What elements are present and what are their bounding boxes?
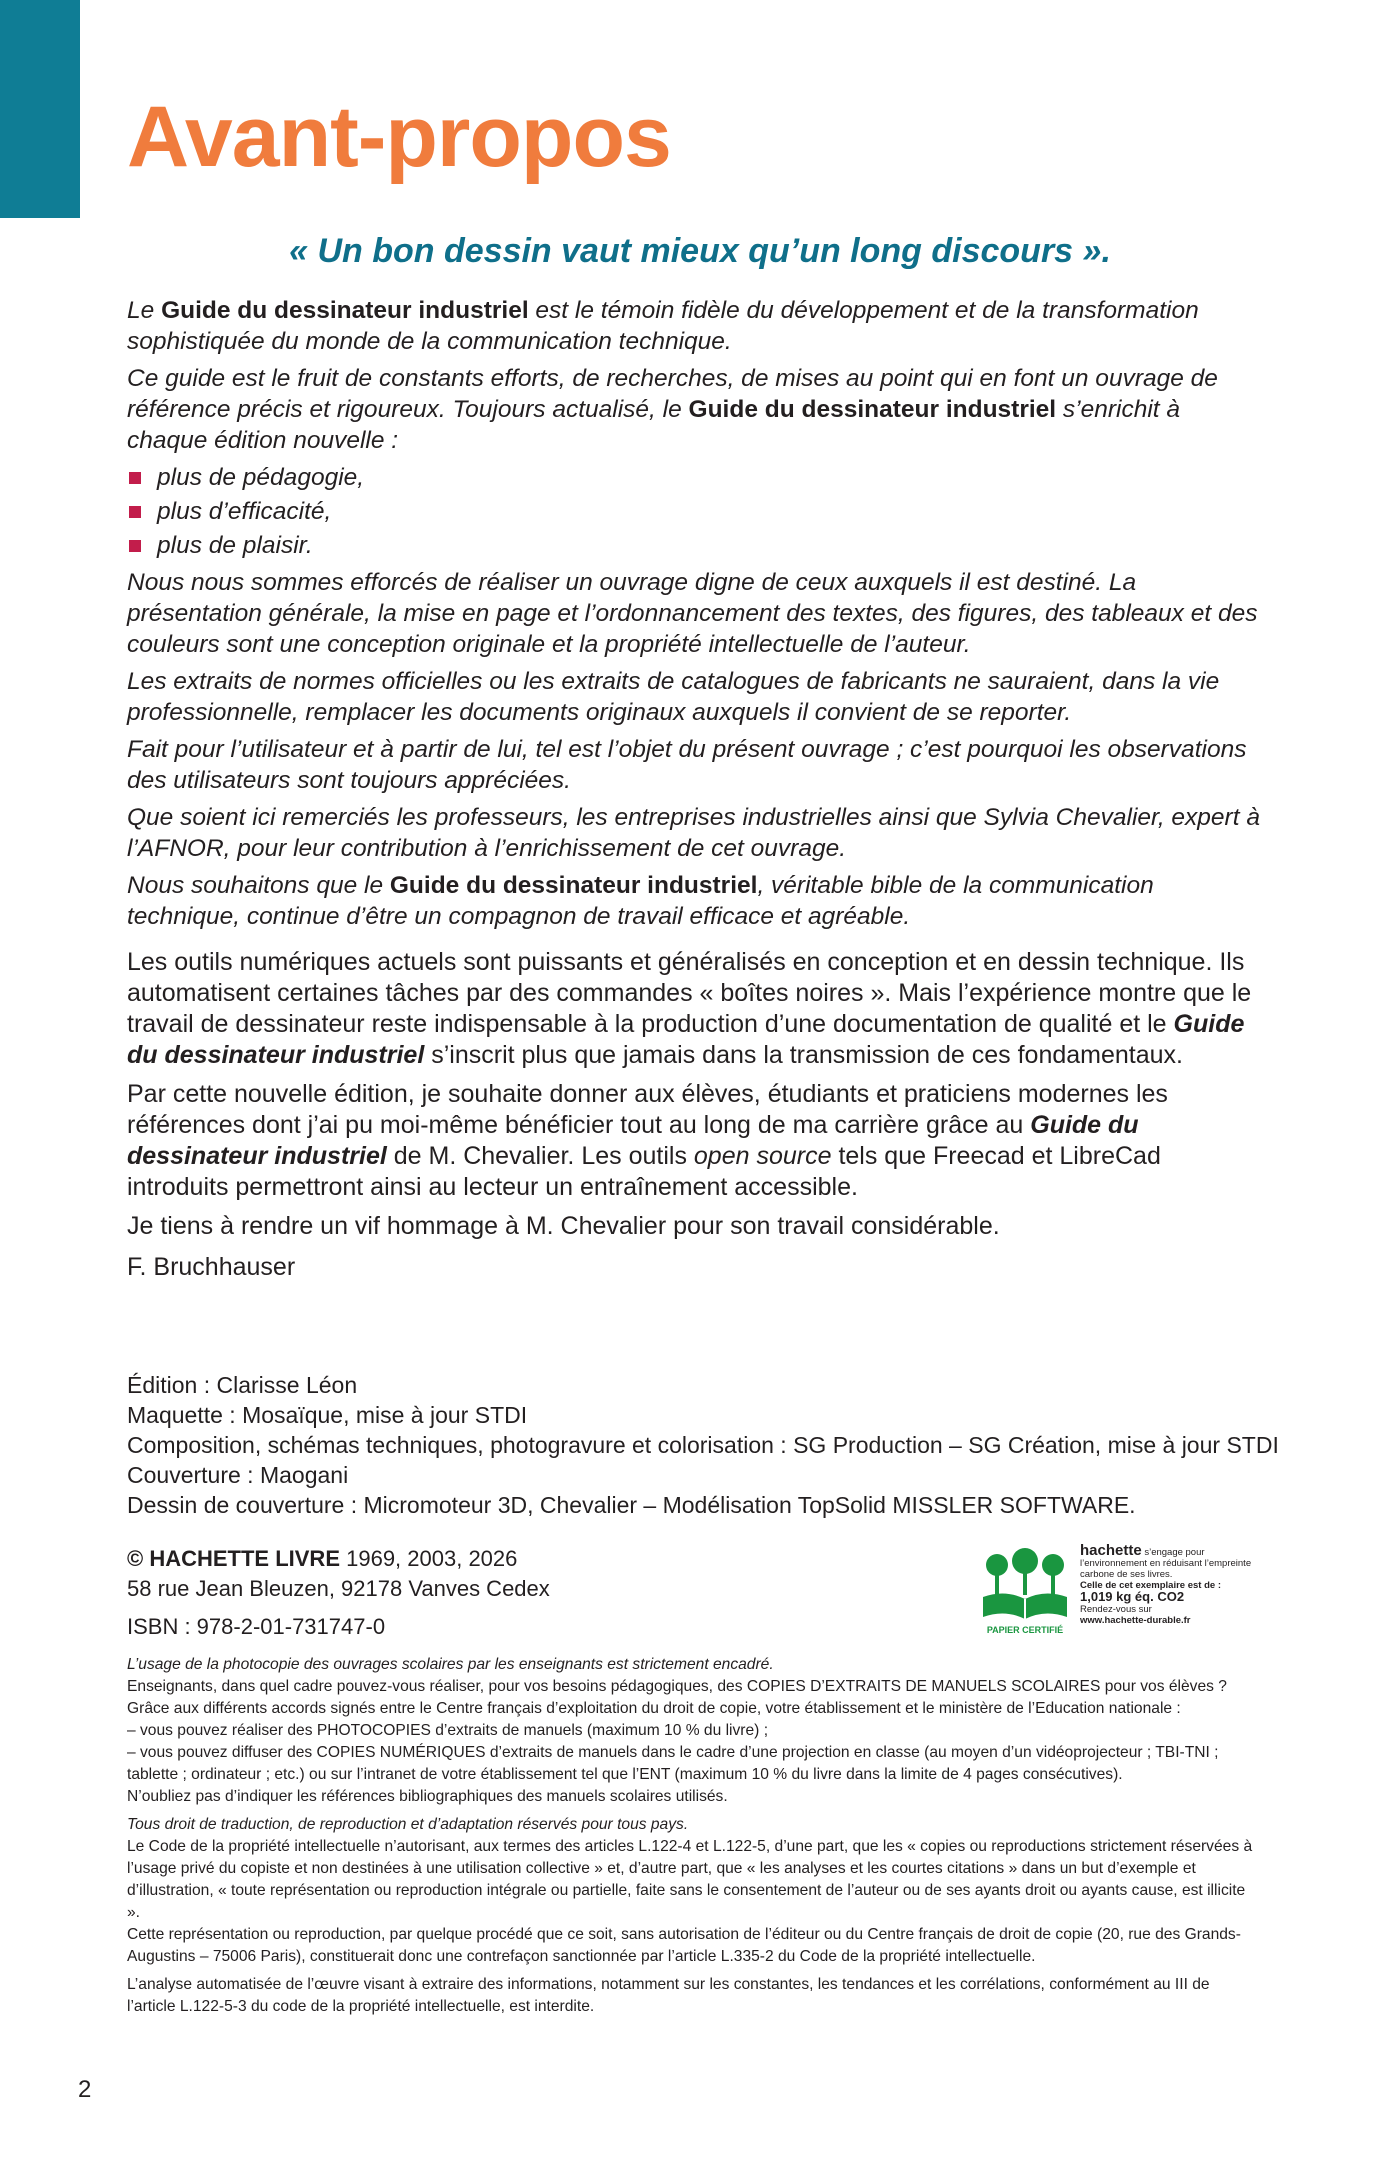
square-bullet-icon (129, 472, 141, 484)
legal-line: Le Code de la propriété intellectuelle n’autorisant, aux termes des articles L.122-4 et L.122-5, d’une part, que les « copies ou reproductions strictement réservées à l’usage privé du copiste et non destinées à une utilisation collective » et, d’autre part, que « les analyses et les courtes citations » dans un but d’exemple et d’illustration, « toute représentation ou reproduction intégrale ou partielle, faite sans le consentement de l’auteur ou de ses ayants droit ou ayants cause, est illicite ». (127, 1838, 1253, 1921)
square-bullet-icon (129, 506, 141, 518)
copyright-block (127, 1544, 550, 1642)
list-item: plus d’efficacité, (127, 496, 1261, 527)
hachette-logo: hachette (1080, 1542, 1142, 1559)
intro-paragraph: Nous nous sommes efforcés de réaliser un ouvrage digne de ceux auxquels il est destiné. La présentation générale, la mise en page et l’ordonnancement des textes, des figures, des tableaux et des couleurs sont une conception originale et la propriété intellectuelle de l’auteur. (127, 569, 1258, 658)
guide-name: Guide du dessinateur industriel (127, 1111, 1139, 1170)
credit-line: Composition, schémas techniques, photogravure et colorisation : SG Production – SG Création, mise à jour STDI (127, 1432, 1279, 1458)
guide-name: Guide du dessinateur industriel (127, 1010, 1245, 1069)
body-paragraph: Les outils numériques actuels sont puissants et généralisés en conception et en dessin technique. Ils automatisent certaines tâches par des commandes « boîtes noires ». Mais l’expérience montre que le travail de dessinateur reste indispensable à la production d’une documentation de qualité et le Guide du dessinateur industriel s’inscrit plus que jamais dans la transmission de ces fondamentaux. (127, 948, 1252, 1069)
body-paragraph: Par cette nouvelle édition, je souhaite donner aux élèves, étudiants et praticiens modernes les références dont j’ai pu moi-même bénéficier tout au long de ma carrière grâce au Guide du dessinateur industriel de M. Chevalier. Les outils open source tels que Freecad et LibreCad introduits permettront ainsi au lecteur un entraînement accessible. (127, 1080, 1168, 1201)
isbn: ISBN : 978-2-01-731747-0 (127, 1614, 386, 1639)
legal-line: Cette représentation ou reproduction, par quelque procédé que ce soit, sans autorisation de l’éditeur ou du Centre français de droit de copie (20, rue des Grands-Augustins – 75006 Paris), constituerait donc une contrefaçon sanctionnée par l’article L.335-2 du Code de la propriété intellectuelle. (127, 1926, 1241, 1965)
paper-label: PAPIER CERTIFIÉ (986, 1625, 1064, 1635)
legal-line: – vous pouvez diffuser des COPIES NUMÉRIQUES d’extraits de manuels dans le cadre d’une projection en classe (au moyen d’un vidéoprojecteur ; TBI-TNI ; tablette ; ordinateur ; etc.) ou sur l’intranet de votre établissement tel que l’ENT (maximum 10 % du livre dans la limite de 4 pages consécutives). (127, 1744, 1219, 1783)
legal-line: L’usage de la photocopie des ouvrages scolaires par les enseignants est strictement encadré. (127, 1656, 774, 1673)
page-number: 2 (78, 2076, 92, 2103)
credit-line: Maquette : Mosaïque, mise à jour STDI (127, 1402, 528, 1428)
legal-line: N’oubliez pas d’indiquer les références bibliographiques des manuels scolaires utilisés. (127, 1788, 728, 1805)
publisher-address: 58 rue Jean Bleuzen, 92178 Vanves Cedex (127, 1576, 550, 1601)
intro-paragraph: Les extraits de normes officielles ou les extraits de catalogues de fabricants ne sauraient, dans la vie professionnelle, remplacer les documents originaux auxquels il convient de se reporter. (127, 668, 1220, 726)
hachette-eco-text: hachette s’engage pour l’environnement en réduisant l’empreinte carbone de ses livres. Celle de cet exemplaire est de : 1,019 kg éq. CO2 Rendez-vous sur www.hachette-durable.fr (1080, 1542, 1252, 1626)
guide-name: Guide du dessinateur industriel (688, 396, 1057, 423)
legal-notice (127, 1654, 1261, 2018)
credit-line: Édition : Clarisse Léon (127, 1372, 358, 1398)
credit-line: Dessin de couverture : Micromoteur 3D, Chevalier – Modélisation TopSolid MISSLER SOFTWARE. (127, 1492, 1136, 1518)
intro-paragraph: Nous souhaitons que le Guide du dessinateur industriel, véritable bible de la communication technique, continue d’être un compagnon de travail efficace et agréable. (127, 872, 1154, 930)
intro-paragraph: Le Guide du dessinateur industriel est le témoin fidèle du développement et de la transformation sophistiquée du monde de la communication technique. (127, 297, 1199, 355)
copyright-line: © HACHETTE LIVRE 1969, 2003, 2026 (127, 1546, 518, 1571)
intro-paragraph: Fait pour l’utilisateur et à partir de lui, tel est l’objet du présent ouvrage ; c’est pourquoi les observations des utilisateurs sont toujours appréciées. (127, 736, 1247, 794)
intro-paragraph: Que soient ici remerciés les professeurs, les entreprises industrielles ainsi que Sylvia Chevalier, expert à l’AFNOR, pour leur contribution à l’enrichissement de cet ouvrage. (127, 804, 1260, 862)
legal-line: Enseignants, dans quel cadre pouvez-vous réaliser, pour vos besoins pédagogiques, des COPIES D’EXTRAITS DE MANUELS SCOLAIRES pour vos élèves ? (127, 1678, 1227, 1695)
new-edition-section (127, 947, 1261, 1291)
body-paragraph: Je tiens à rendre un vif hommage à M. Chevalier pour son travail considérable. (127, 1212, 1000, 1240)
guide-name: Guide du dessinateur industriel (389, 872, 758, 899)
eco-logo-block (975, 1542, 1265, 1645)
intro-paragraph: Ce guide est le fruit de constants efforts, de recherches, de mises au point qui en font un ouvrage de référence précis et rigoureux. Toujours actualisé, le Guide du dessinateur industriel s’enrichit à chaque édition nouvelle : (127, 365, 1218, 454)
list-item: plus de plaisir. (127, 530, 1261, 561)
intro-section (127, 295, 1261, 938)
teal-margin-bar (0, 0, 80, 218)
page-title: Avant-propos (127, 89, 671, 185)
legal-line: Grâce aux différents accords signés entre le Centre français d’exploitation du droit de copie, votre établissement et le ministère de l’Education nationale : (127, 1700, 1181, 1717)
eco-url: www.hachette-durable.fr (1080, 1615, 1191, 1626)
square-bullet-icon (129, 540, 141, 552)
signature: F. Bruchhauser (127, 1253, 296, 1281)
bullet-list (127, 462, 1261, 561)
list-item: plus de pédagogie, (127, 462, 1261, 493)
legal-line: L’analyse automatisée de l’œuvre visant à extraire des informations, notamment sur les constantes, les tendances et les corrélations, conformément au III de l’article L.122-5-3 du code de la propriété intellectuelle, est interdite. (127, 1976, 1210, 2015)
credit-line: Couverture : Maogani (127, 1462, 349, 1488)
legal-line: – vous pouvez réaliser des PHOTOCOPIES d’extraits de manuels (maximum 10 % du livre) ; (127, 1722, 769, 1739)
certified-paper-icon (975, 1545, 1075, 1635)
epigraph-quote: « Un bon dessin vaut mieux qu’un long discours ». (289, 232, 1111, 270)
guide-name: Guide du dessinateur industriel (161, 297, 529, 324)
co2-value: 1,019 kg éq. CO2 (1080, 1589, 1185, 1604)
legal-line: Tous droit de traduction, de reproduction et d’adaptation réservés pour tous pays. (127, 1816, 689, 1833)
credits-block (127, 1370, 1279, 1520)
